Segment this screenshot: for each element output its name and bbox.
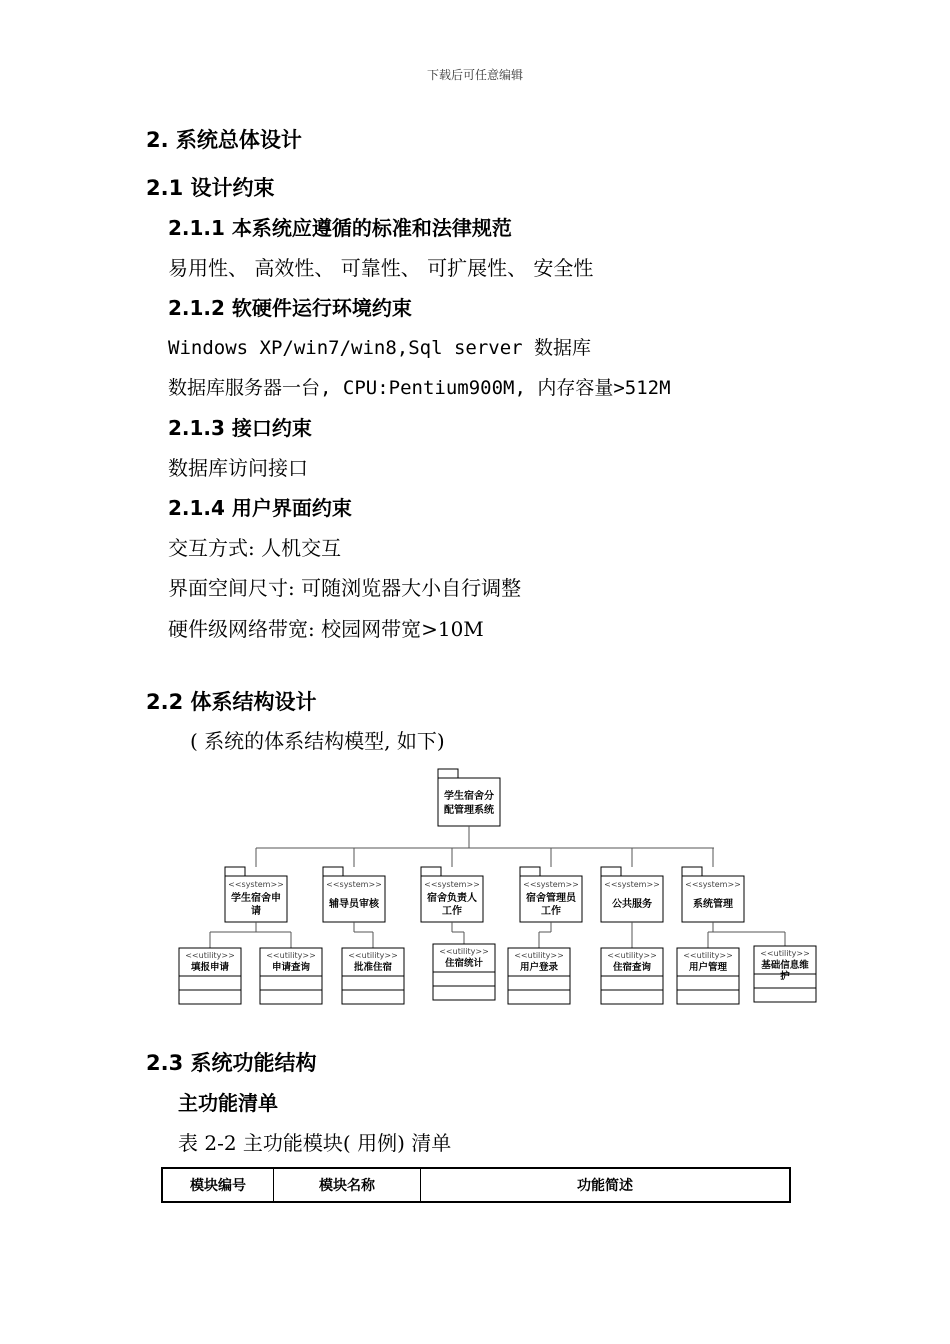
section-2-1-2-line1: Windows XP/win7/win8,Sql server 数据库 [168,337,592,359]
package-tab [520,867,540,876]
package-tab [682,867,702,876]
root-package-label: 学生宿舍分 [444,791,494,802]
utility-class-label: 用户管理 [688,962,728,973]
header-module-id: 模块编号 [163,1169,274,1201]
section-2-1-4-line3: 硬件级网络带宽: 校园网带宽>10M [168,617,484,641]
utility-stereotype: <<utility>> [514,951,564,960]
section-2-1-4-title: 2.1.4 用户界面约束 [168,496,352,520]
utility-stereotype: <<utility>> [266,951,316,960]
header-module-name: 模块名称 [274,1169,421,1201]
section-2-3-title: 2.3 系统功能结构 [146,1051,317,1075]
system-package-label: 辅导员审核 [329,899,379,910]
main-function-list-subtitle: 主功能清单 [178,1091,278,1115]
section-2-1-2-line2: 数据库服务器一台, CPU:Pentium900M, 内存容量>512M [168,377,671,399]
system-package-label: 学生宿舍申 [231,893,281,904]
system-stereotype: <<system>> [685,880,741,889]
section-2-1-2-title: 2.1.2 软硬件运行环境约束 [168,296,412,320]
utility-class-label: 住宿查询 [612,962,652,973]
utility-class-label: 基础信息维 [761,960,809,971]
section-2-1-1-title: 2.1.1 本系统应遵循的标准和法律规范 [168,216,512,240]
section-2-2-title: 2.2 体系结构设计 [146,690,317,714]
package-tab [323,867,343,876]
utility-stereotype: <<utility>> [439,947,489,956]
utility-stereotype: <<utility>> [607,951,657,960]
system-stereotype: <<system>> [424,880,480,889]
system-package-label: 工作 [541,906,561,917]
architecture-diagram [170,762,820,1012]
section-2-1-3-title: 2.1.3 接口约束 [168,416,312,440]
function-table-header [161,1167,791,1203]
utility-class-label: 批准住宿 [353,962,393,973]
system-package-label: 宿舍负责人 [427,893,477,904]
package-tab [601,867,621,876]
utility-stereotype: <<utility>> [760,949,810,958]
system-package-label: 宿舍管理员 [526,893,576,904]
section-2-title: 2. 系统总体设计 [146,128,302,152]
package-tab [225,867,245,876]
system-package-label: 请 [251,906,261,917]
section-2-1-4-line2: 界面空间尺寸: 可随浏览器大小自行调整 [168,576,522,600]
package-tab [438,769,458,778]
page-header: 下载后可任意编辑 [426,68,523,82]
package-tab [421,867,441,876]
header-function-desc: 功能简述 [577,1178,633,1194]
section-2-1-4-line1: 交互方式: 人机交互 [168,536,342,560]
section-2-1-title: 2.1 设计约束 [146,176,275,200]
system-stereotype: <<system>> [326,880,382,889]
system-stereotype: <<system>> [523,880,579,889]
system-stereotype: <<system>> [604,880,660,889]
system-package-label: 公共服务 [612,899,652,910]
section-2-1-3-text: 数据库访问接口 [168,456,308,480]
utility-class-label: 护 [780,971,790,982]
table-caption: 表 2-2 主功能模块( 用例) 清单 [178,1131,452,1155]
utility-class-label: 住宿统计 [444,958,484,969]
root-package [438,778,500,826]
section-2-2-text: ( 系统的体系结构模型, 如下) [190,729,445,753]
utility-class-label: 填报申请 [190,962,230,973]
section-2-1-1-text: 易用性、 高效性、 可靠性、 可扩展性、 安全性 [168,256,594,280]
system-stereotype: <<system>> [228,880,284,889]
utility-stereotype: <<utility>> [348,951,398,960]
utility-class-label: 用户登录 [519,962,559,973]
root-package-label: 配管理系统 [444,805,494,816]
utility-stereotype: <<utility>> [683,951,733,960]
system-package-label: 工作 [442,906,462,917]
system-package-label: 系统管理 [693,899,733,910]
utility-class-label: 申请查询 [271,962,311,973]
utility-stereotype: <<utility>> [185,951,235,960]
